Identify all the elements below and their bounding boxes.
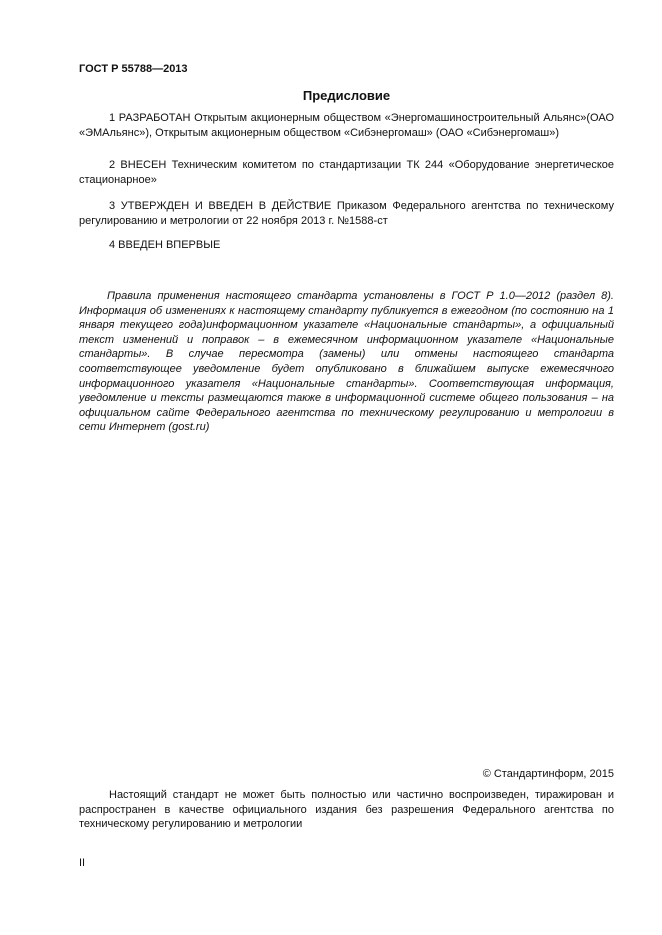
copyright-line: © Стандартинформ, 2015 <box>482 768 614 780</box>
page-title: Предисловие <box>302 88 391 103</box>
preface-item-1: 1 РАЗРАБОТАН Открытым акционерным обществом «Энергомашиностроительный Альянс»(ОАО «ЭМАльянс»), Открытым акционерным обществом «Сибэнергомаш» (ОАО «Сибэнергомаш») <box>79 112 614 139</box>
preface-item-4: 4 ВВЕДЕН ВПЕРВЫЕ <box>109 239 221 251</box>
application-rules-note: Правила применения настоящего стандарта установлены в ГОСТ Р 1.0—2012 (раздел 8). Информация об изменениях к настоящему стандарту публикуется в ежегодном (по состоянию на 1 января текущего года)информационном указателе «Национальные стандарты», а официальный текст изменений и поправок – в ежемесячном информационном указателе «Национальные стандарты». В случае пересмотра (замены) или отмены настоящего стандарта соответствующее уведомление будет опубликовано в ближайшем выпуске ежемесячного информационного указателя «Национальные стандарты». Соответствующая информация, уведомление и тексты размещаются также в информационной системе общего пользования – на официальном сайте Федерального агентства по техническому регулированию и метрологии в сети Интернет (gost.ru) <box>79 290 614 434</box>
preface-item-3: 3 УТВЕРЖДЕН И ВВЕДЕН В ДЕЙСТВИЕ Приказом Федерального агентства по техническому регулированию и метрологии от 22 ноября 2013 г. №1588-ст <box>79 200 614 227</box>
preface-item-2: 2 ВНЕСЕН Техническим комитетом по стандартизации ТК 244 «Оборудование энергетическое стационарное» <box>79 159 614 186</box>
page-number: II <box>79 857 86 869</box>
reproduction-notice: Настоящий стандарт не может быть полностью или частично воспроизведен, тиражирован и распространен в качестве официального издания без разрешения Федерального агентства по техническому регулированию и метрологии <box>79 789 614 831</box>
standard-code: ГОСТ Р 55788—2013 <box>79 63 188 75</box>
